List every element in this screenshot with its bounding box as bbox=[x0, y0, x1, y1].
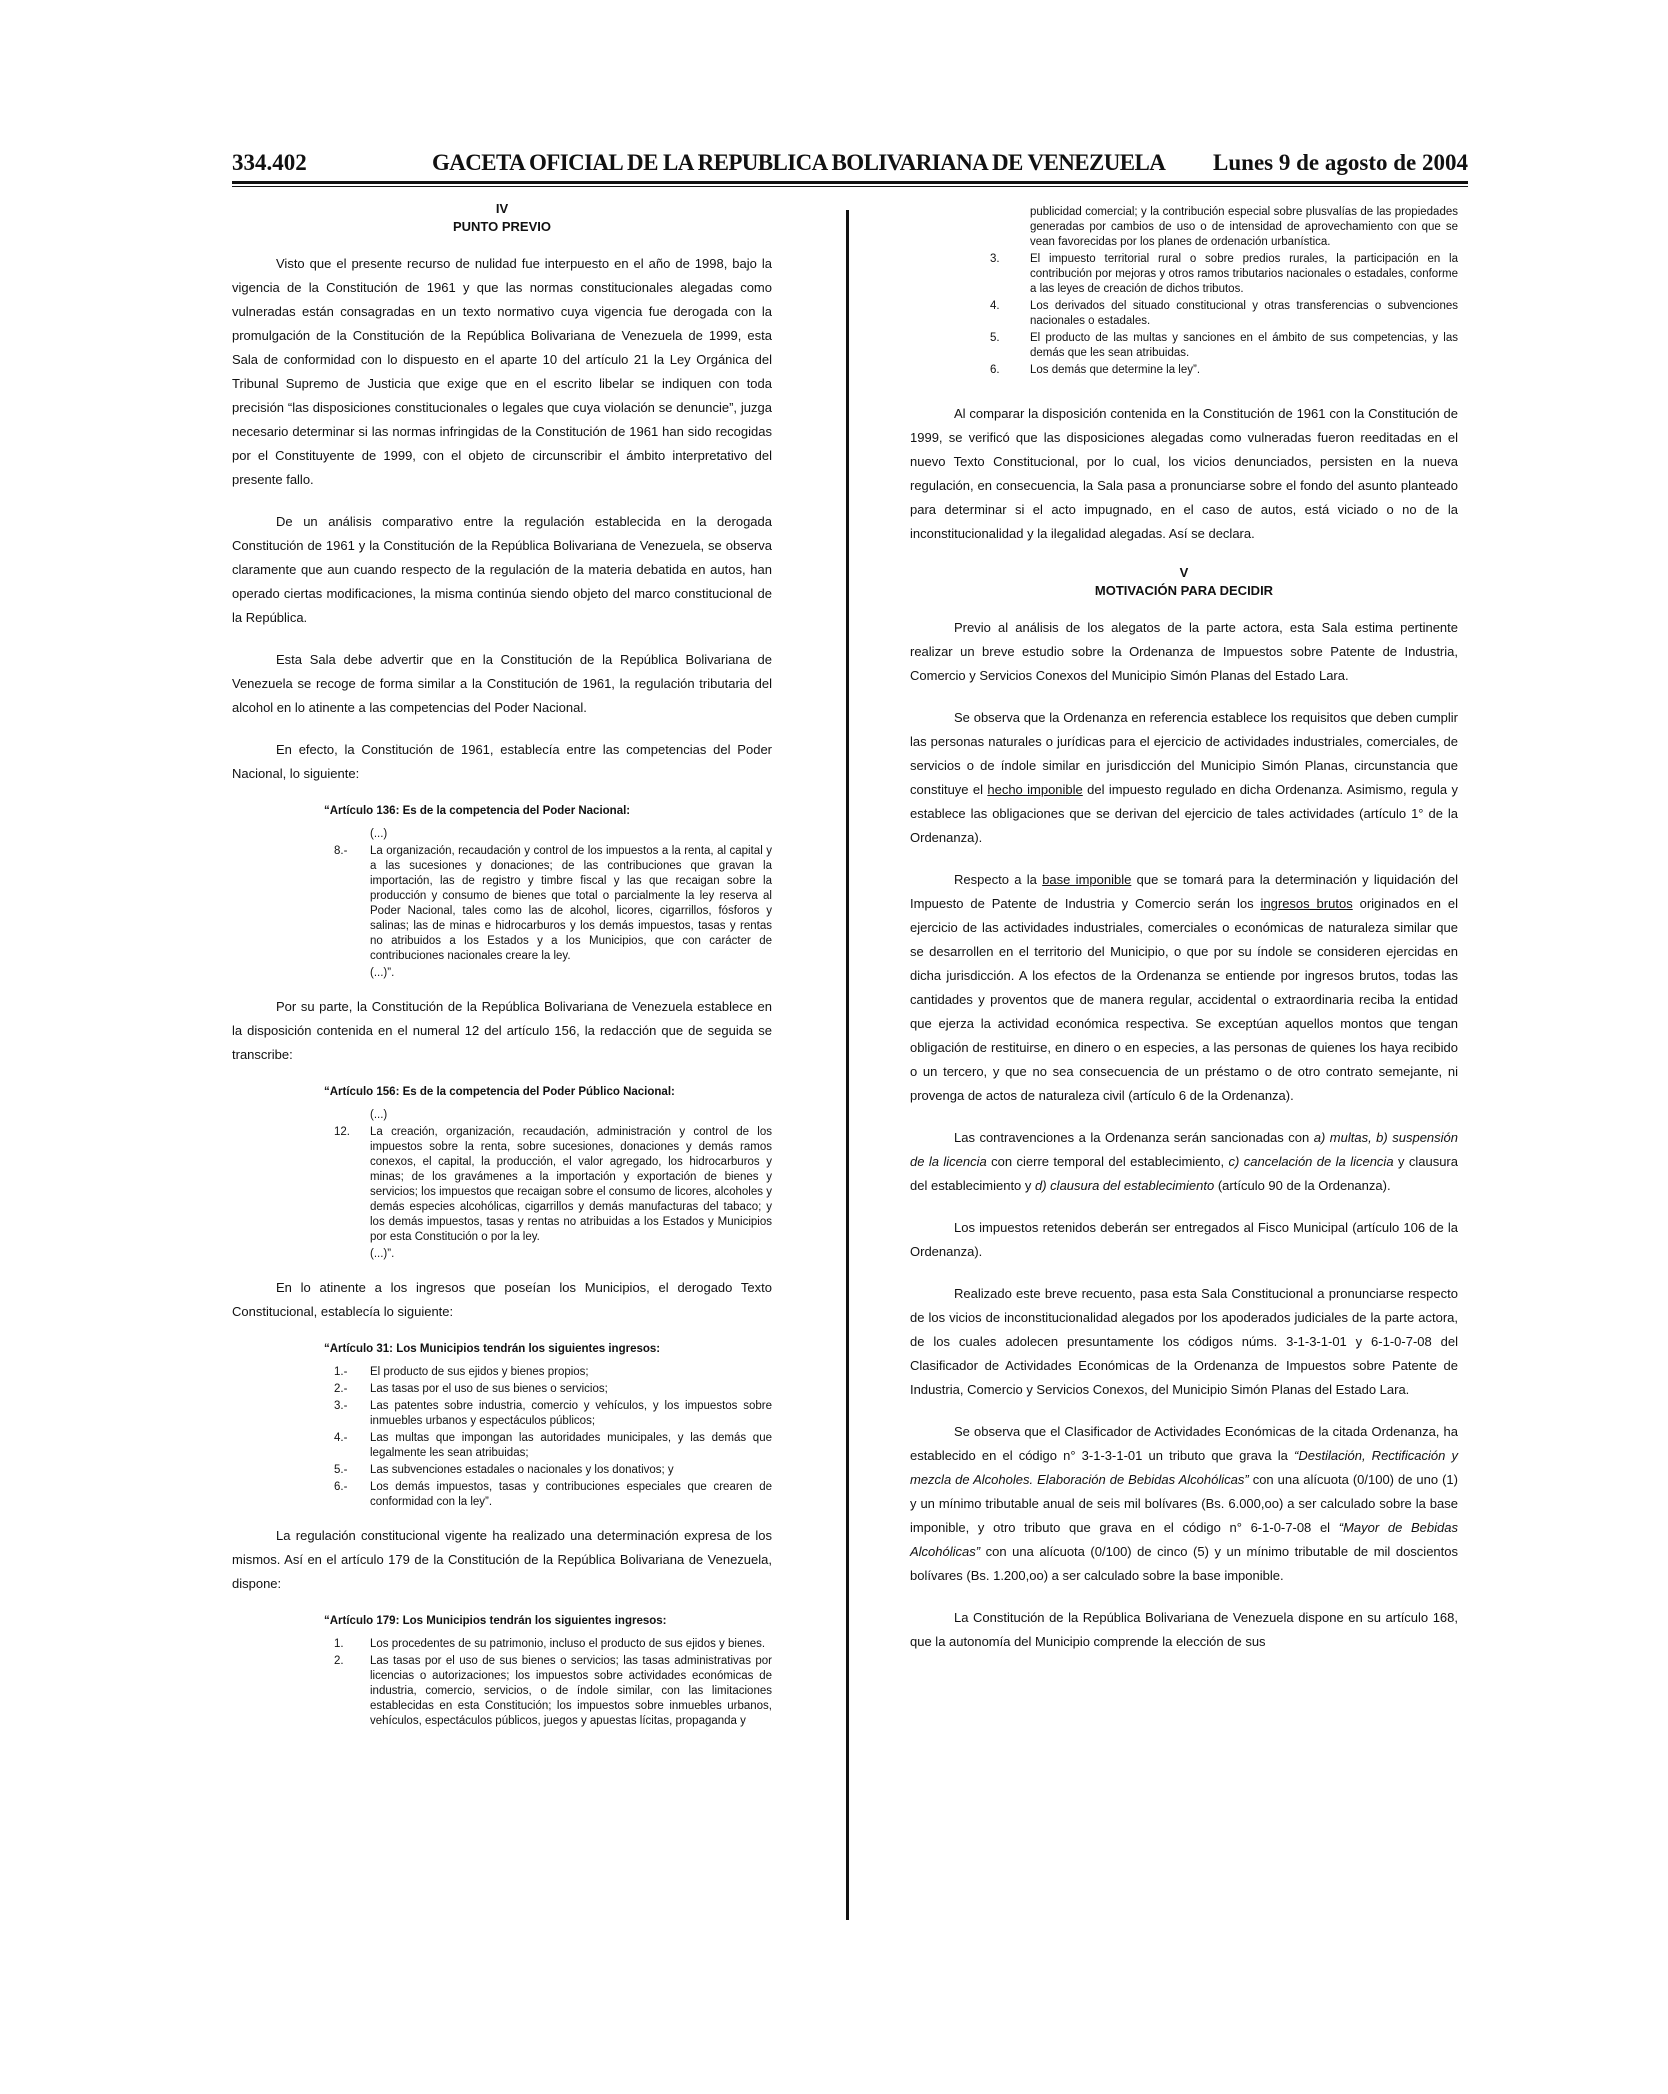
item-number: 6.- bbox=[334, 1481, 348, 1493]
section-roman: IV bbox=[495, 201, 509, 216]
underlined-term: hecho imponible bbox=[987, 782, 1083, 797]
quote-item bbox=[324, 1654, 772, 1729]
paragraph: Esta Sala debe advertir que en la Constitución de la República Bolivariana de Venezuela se recoge de forma similar a la Constitución de 1961, la regulación tributaria del alcohol en lo atinente a las competencias del Poder Nacional. bbox=[232, 652, 772, 715]
quote-item bbox=[324, 1637, 772, 1652]
item-text: Las tasas por el uso de sus bienes o servicios; las tasas administrativas por licencias o autorizaciones; los impuestos sobre actividades económicas de industria, comercio, servicios, o de índole similar, con las limitaciones establecidas en esta Constitución; los impuestos sobre inmuebles urbanos, vehículos, espectáculos públicos, juegos y apuestas lícitas, propaganda y bbox=[370, 1655, 772, 1727]
item-number bbox=[980, 205, 1030, 250]
paragraph: Realizado este breve recuento, pasa esta Sala Constitucional a pronunciarse respecto de los vicios de inconstitucionalidad alegados por los apoderados judiciales de la parte actora, de los cuales adolecen presuntamente los códigos núms. 3-1-3-1-01 y 6-1-0-7-08 del Clasificador de Actividades Económicas de la Ordenanza de Impuestos sobre Patente de Industria, Comercio y Servicios Conexos, del Municipio Simón Planas del Estado Lara. bbox=[910, 1286, 1458, 1397]
item-number: 8.- bbox=[334, 845, 348, 857]
quote-close: (...)”. bbox=[370, 967, 395, 979]
quote-ellipsis: (...) bbox=[370, 828, 388, 840]
item-number: 2. bbox=[334, 1655, 344, 1667]
column-divider bbox=[846, 210, 849, 1920]
item-text: Las subvenciones estadales o nacionales y los donativos; y bbox=[370, 1464, 674, 1476]
item-number: 3.- bbox=[334, 1400, 348, 1412]
item-text: La organización, recaudación y control de los impuestos a la renta, al capital y a las sucesiones y donaciones; de las contribuciones que gravan la importación, las de registro y timbre fiscal y las que recaigan sobre la producción y consumo de bienes que total o parcialmente la ley reserva al Poder Nacional, tales como las de alcohol, licores, cigarrillos, fósforos y salinas; las de minas e hidrocarburos y los demás impuestos, tasas y rentas no atribuidos a los Estados y a los Municipios, que con carácter de contribuciones nacionales creare la ley. bbox=[370, 845, 772, 962]
gazette-header bbox=[232, 150, 1468, 184]
section-title: PUNTO PREVIO bbox=[452, 219, 551, 234]
item-text: Los demás impuestos, tasas y contribuciones especiales que crearen de conformidad con la ley”. bbox=[370, 1481, 772, 1508]
item-number: 3. bbox=[990, 253, 1000, 265]
right-column bbox=[910, 205, 1458, 1672]
italic-term: “Destilación, Rectificación y mezcla de Alcoholes. Elaboración de Bebidas Alcohólicas” bbox=[910, 1448, 1458, 1487]
paragraph: Los impuestos retenidos deberán ser entregados al Fisco Municipal (artículo 106 de la Ordenanza). bbox=[910, 1220, 1458, 1259]
underlined-term: base imponible bbox=[1042, 872, 1132, 887]
quote-article-179 bbox=[232, 1614, 772, 1729]
italic-term: d) clausura del establecimiento bbox=[1035, 1178, 1215, 1193]
item-text: Las multas que impongan las autoridades municipales, y las demás que legalmente les sean atribuidas; bbox=[370, 1432, 772, 1459]
text-run: (artículo 90 de la Ordenanza). bbox=[1214, 1178, 1391, 1193]
quote-item bbox=[980, 299, 1458, 329]
gazette-title: GACETA OFICIAL DE LA REPUBLICA BOLIVARIANA DE VENEZUELA bbox=[432, 150, 1166, 175]
italic-term: c) cancelación de la licencia bbox=[1228, 1154, 1394, 1169]
quote-item bbox=[324, 844, 772, 964]
quote-item bbox=[980, 205, 1458, 250]
paragraph: En efecto, la Constitución de 1961, establecía entre las competencias del Poder Nacional, lo siguiente: bbox=[232, 742, 772, 781]
page-number: 334.402 bbox=[232, 150, 307, 175]
quote-item bbox=[980, 331, 1458, 361]
section-heading-v bbox=[910, 564, 1458, 600]
item-number: 1. bbox=[334, 1638, 344, 1650]
item-number: 5. bbox=[990, 332, 1000, 344]
text-run: y clausura del establecimiento y bbox=[910, 1154, 1458, 1193]
paragraph: Por su parte, la Constitución de la República Bolivariana de Venezuela establece en la disposición contenida en el numeral 12 del artículo 156, la redacción que de seguida se transcribe: bbox=[232, 999, 772, 1062]
item-number: 4. bbox=[990, 300, 1000, 312]
quote-heading: “Artículo 31: Los Municipios tendrán los siguientes ingresos: bbox=[324, 1343, 661, 1355]
text-run: Se observa que el Clasificador de Actividades Económicas de la citada Ordenanza, ha establecido en el código n° 3-1-3-1-01 un tributo que grava la bbox=[910, 1424, 1458, 1463]
header-rule-thin bbox=[232, 186, 1468, 187]
text-run: originados en el ejercicio de las actividades industriales, comerciales o económicas de naturaleza similar que se desarrollen en el territorio del Municipio, o que por su índole se consideren ejercidas en dicha jurisdicción. A los efectos de la Ordenanza se entiende por ingresos brutos, todas las cantidades y proventos que de manera regular, accidental o extraordinaria reciba la entidad que ejerza la actividad económica respectiva. Se exceptúan aquellos montos que tengan obligación de restituirse, en dinero o en especies, a las personas de quienes los haya recibido o un tercero, y que no sea consecuencia de un préstamo o de otro contrato semejante, ni provenga de actos de naturaleza civil (artículo 6 de la Ordenanza). bbox=[910, 896, 1458, 1103]
quote-item bbox=[324, 1125, 772, 1245]
paragraph: Previo al análisis de los alegatos de la parte actora, esta Sala estima pertinente realizar un breve estudio sobre la Ordenanza de Impuestos sobre Patente de Industria, Comercio y Servicios Conexos del Municipio Simón Planas del Estado Lara. bbox=[910, 620, 1458, 683]
quote-article-31 bbox=[232, 1342, 772, 1510]
paragraph bbox=[910, 1126, 1458, 1198]
text-run: con cierre temporal del establecimiento, bbox=[986, 1154, 1229, 1169]
quote-heading: “Artículo 156: Es de la competencia del Poder Público Nacional: bbox=[324, 1086, 675, 1098]
paragraph bbox=[910, 868, 1458, 1108]
article-179-continuation bbox=[980, 205, 1458, 378]
quote-ellipsis: (...) bbox=[370, 1109, 388, 1121]
quote-item bbox=[980, 252, 1458, 297]
left-column bbox=[232, 200, 772, 1743]
quote-article-156 bbox=[232, 1085, 772, 1262]
quote-item bbox=[324, 1480, 772, 1510]
item-text: Las tasas por el uso de sus bienes o servicios; bbox=[370, 1383, 608, 1395]
text-run: Respecto a la bbox=[954, 872, 1043, 887]
issue-date: Lunes 9 de agosto de 2004 bbox=[1213, 150, 1468, 175]
text-run: que se tomará para la determinación y liquidación del Impuesto de Patente de Industria y Comercio serán los bbox=[910, 872, 1458, 911]
quote-item bbox=[324, 1382, 772, 1397]
item-text: El impuesto territorial rural o sobre predios rurales, la participación en la contribución por mejoras y otros ramos tributarios nacionales o estadales, conforme a las leyes de creación de dichos tributos. bbox=[1030, 253, 1458, 295]
underlined-term: ingresos brutos bbox=[1260, 896, 1353, 911]
item-number: 1.- bbox=[334, 1366, 348, 1378]
item-text: El producto de sus ejidos y bienes propios; bbox=[370, 1366, 589, 1378]
item-number: 4.- bbox=[334, 1432, 348, 1444]
item-number: 5.- bbox=[334, 1464, 348, 1476]
item-number: 12. bbox=[334, 1126, 350, 1138]
paragraph: De un análisis comparativo entre la regulación establecida en la derogada Constitución de 1961 y la Constitución de la República Bolivariana de Venezuela, se observa claramente que aun cuando respecto de la regulación de la materia debatida en autos, han operado ciertas modificaciones, la misma continúa siendo objeto del marco constitucional de la República. bbox=[232, 514, 772, 625]
paragraph: Al comparar la disposición contenida en la Constitución de 1961 con la Constitución de 1999, se verificó que las disposiciones alegadas como vulneradas fueron reeditadas en el nuevo Texto Constitucional, por lo cual, los vicios denunciados, persisten en la nueva regulación, en consecuencia, la Sala pasa a pronunciarse sobre el fondo del asunto planteado para determinar si el acto impugnado, en el caso de autos, está viciado o no de la inconstitucionalidad y la ilegalidad alegadas. Así se declara. bbox=[910, 406, 1458, 541]
quote-item bbox=[324, 1463, 772, 1478]
quote-item bbox=[324, 1365, 772, 1380]
item-text: Los procedentes de su patrimonio, incluso el producto de sus ejidos y bienes. bbox=[370, 1638, 766, 1650]
item-text: La creación, organización, recaudación, administración y control de los impuestos sobre la renta, sobre sucesiones, donaciones y demás ramos conexos, el capital, la producción, el valor agregado, los hidrocarburos y minas; de los gravámenes a la importación y exportación de bienes y servicios; los impuestos que recaigan sobre el consumo de licores, alcoholes y demás especies alcohólicas, cigarrillos y demás manufacturas del tabaco; y los demás impuestos, tasas y rentas no atribuidas a los Estados y Municipios por esta Constitución o por la ley. bbox=[370, 1126, 772, 1243]
paragraph: En lo atinente a los ingresos que poseían los Municipios, el derogado Texto Constitucional, establecía lo siguiente: bbox=[232, 1280, 772, 1319]
paragraph: La regulación constitucional vigente ha realizado una determinación expresa de los mismos. Así en el artículo 179 de la Constitución de la República Bolivariana de Venezuela, dispone: bbox=[232, 1528, 772, 1591]
item-text: Los demás que determine la ley”. bbox=[1030, 364, 1201, 376]
quote-item bbox=[980, 363, 1458, 378]
item-text: Los derivados del situado constitucional y otras transferencias o subvenciones nacionales o estadales. bbox=[1030, 300, 1458, 327]
paragraph: Visto que el presente recurso de nulidad fue interpuesto en el año de 1998, bajo la vigencia de la Constitución de 1961 y que las normas constitucionales alegadas como vulneradas están consagradas en un texto normativo cuya vigencia fue derogada con la promulgación de la Constitución de la República Bolivariana de Venezuela de 1999, esta Sala de conformidad con lo dispuesto en el aparte 10 del artículo 21 la Ley Orgánica del Tribunal Supremo de Justicia que exige que en el escrito libelar se indiquen con toda precisión “las disposiciones constitucionales o legales que cuya violación se denuncie”, juzga necesario determinar si las normas infringidas de la Constitución de 1961 han sido recogidas por el Constituyente de 1999, con el objeto de circunscribir el ámbito interpretativo del presente fallo. bbox=[232, 256, 772, 487]
text-run: del impuesto regulado en dicha Ordenanza. Asimismo, regula y establece las obligaciones que se derivan del ejercicio de tales actividades (artículo 1° de la Ordenanza). bbox=[910, 782, 1458, 845]
quote-item bbox=[324, 1431, 772, 1461]
paragraph: La Constitución de la República Bolivariana de Venezuela dispone en su artículo 168, que la autonomía del Municipio comprende la elección de sus bbox=[910, 1610, 1458, 1649]
italic-term: a) multas, b) suspensión de la licencia bbox=[910, 1130, 1459, 1169]
section-heading-iv bbox=[232, 200, 772, 236]
quote-article-136 bbox=[232, 804, 772, 981]
quote-close: (...)”. bbox=[370, 1248, 395, 1260]
item-number: 2.- bbox=[334, 1383, 348, 1395]
text-run: con una alícuota (0/100) de cinco (5) y un mínimo tributable de mil doscientos bolívares (Bs. 1.200,oo) a ser calculado sobre la base imponible. bbox=[910, 1544, 1458, 1583]
quote-heading: “Artículo 136: Es de la competencia del Poder Nacional: bbox=[324, 805, 631, 817]
paragraph bbox=[910, 706, 1458, 850]
quote-heading: “Artículo 179: Los Municipios tendrán los siguientes ingresos: bbox=[324, 1615, 667, 1627]
section-roman: V bbox=[1179, 565, 1189, 580]
text-run: Las contravenciones a la Ordenanza serán sancionadas con bbox=[954, 1130, 1314, 1145]
item-number: 6. bbox=[990, 364, 1000, 376]
item-text: Las patentes sobre industria, comercio y vehículos, y los impuestos sobre inmuebles urbanos y espectáculos públicos; bbox=[370, 1400, 772, 1427]
quote-item bbox=[324, 1399, 772, 1429]
italic-term: “Mayor de Bebidas Alcohólicas” bbox=[910, 1520, 1458, 1559]
header-rule bbox=[232, 181, 1468, 184]
text-run: Se observa que la Ordenanza en referencia establece los requisitos que deben cumplir las personas naturales o jurídicas para el ejercicio de actividades industriales, comerciales, de servicios o de índole similar en jurisdicción del Municipio Simón Planas, circunstancia que constituye el bbox=[910, 710, 1458, 797]
paragraph bbox=[910, 1420, 1458, 1588]
text-run: con una alícuota (0/100) de uno (1) y un mínimo tributable anual de seis mil bolívares (Bs. 6.000,oo) a ser calculado sobre la base imponible, y otro tributo que grava en el código n° 6-1-0-7-08 el bbox=[910, 1472, 1458, 1535]
section-title: MOTIVACIÓN PARA DECIDIR bbox=[1094, 583, 1274, 598]
item-text: publicidad comercial; y la contribución especial sobre plusvalías de las propiedades generadas por cambios de uso o de intensidad de aprovechamiento con que se vean favorecidas por los planes de ordenación urbanística. bbox=[1030, 206, 1458, 248]
item-text: El producto de las multas y sanciones en el ámbito de sus competencias, y las demás que les sean atribuidas. bbox=[1030, 332, 1458, 359]
